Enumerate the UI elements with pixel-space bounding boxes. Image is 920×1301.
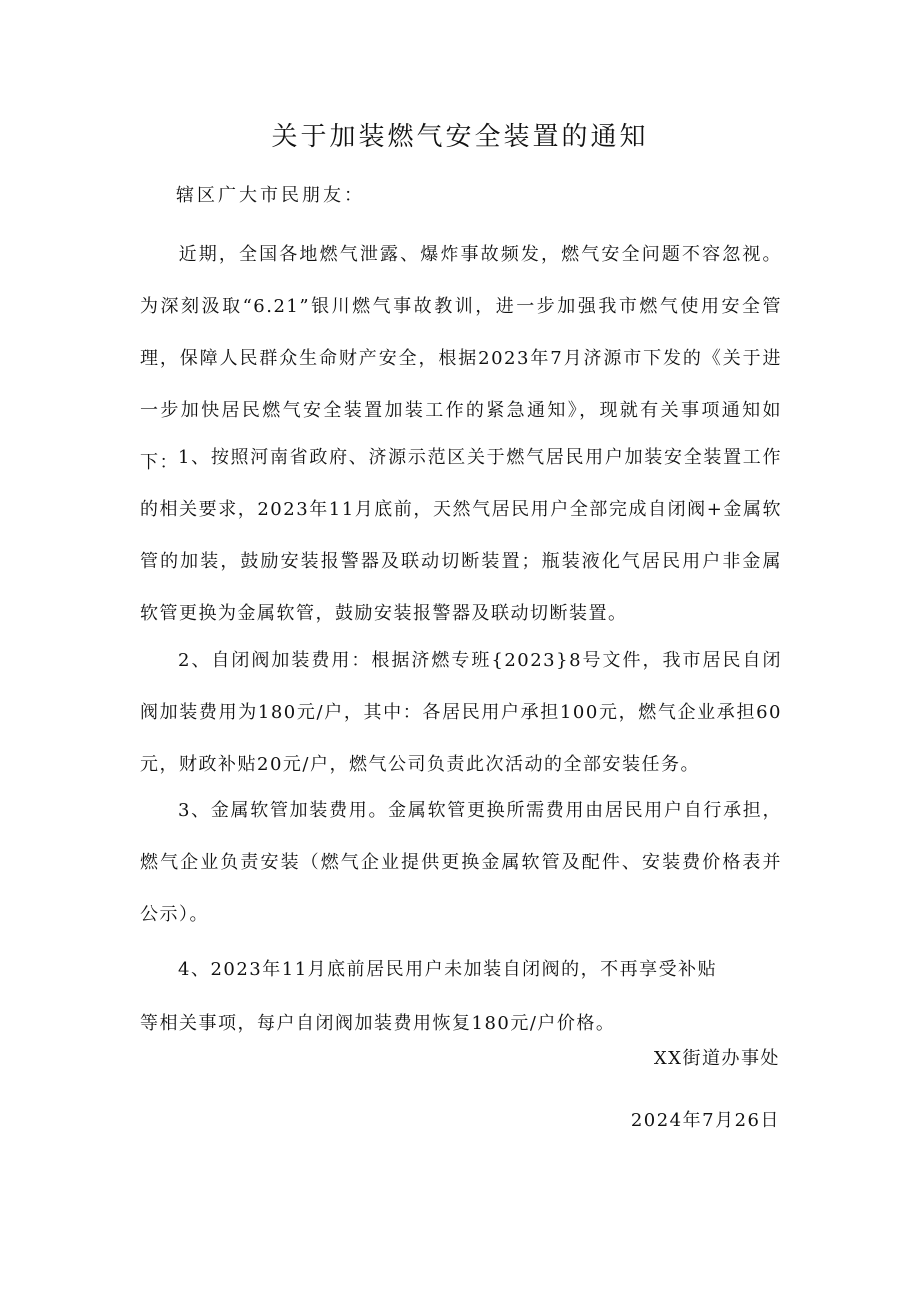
item-1-text: 1、按照河南省政府、济源示范区关于燃气居民用户加装安全装置工作的相关要求，2023年11月底前，天然气居民用户全部完成自闭阀+金属软管的加装，鼓励安装报警器及联动切断装置；瓶装液化气居民用户非金属软管更换为金属软管，鼓励安装报警器及联动切断装置。 xyxy=(140,447,782,624)
item-2-text: 2、自闭阀加装费用：根据济燃专班{2023}8号文件，我市居民自闭阀加装费用为180元/户，其中：各居民用户承担100元，燃气企业承担60元，财政补贴20元/户，燃气公司负责此次活动的全部安装任务。 xyxy=(140,650,782,775)
item-3-paragraph xyxy=(140,785,782,941)
intro-text: 近期，全国各地燃气泄露、爆炸事故频发，燃气安全问题不容忽视。为深刻汲取“6.21”银川燃气事故教训，进一步加强我市燃气使用安全管理，保障人民群众生命财产安全，根据2023年7月济源市下发的《关于进一步加快居民燃气安全装置加装工作的紧急通知》，现就有关事项通知如下： xyxy=(140,244,782,473)
item-1-paragraph xyxy=(140,432,782,640)
item-4-line-2: 等相关事项，每户自闭阀加装费用恢复180元/户价格。 xyxy=(140,1013,616,1034)
salutation: 辖区广大市民朋友： xyxy=(176,185,365,206)
item-2-paragraph xyxy=(140,635,782,791)
document-title: 关于加装燃气安全装置的通知 xyxy=(271,122,649,152)
item-4-paragraph xyxy=(140,944,782,996)
issuer-name: XX街道办事处 xyxy=(653,1048,780,1069)
item-3-text: 3、金属软管加装费用。金属软管更换所需费用由居民用户自行承担，燃气企业负责安装（燃气企业提供更换金属软管及配件、安装费价格表并公示）。 xyxy=(140,800,782,925)
issue-date: 2024年7月26日 xyxy=(630,1110,780,1131)
item-4-line-1: 4、2023年11月底前居民用户未加装自闭阀的，不再享受补贴 xyxy=(178,959,718,980)
